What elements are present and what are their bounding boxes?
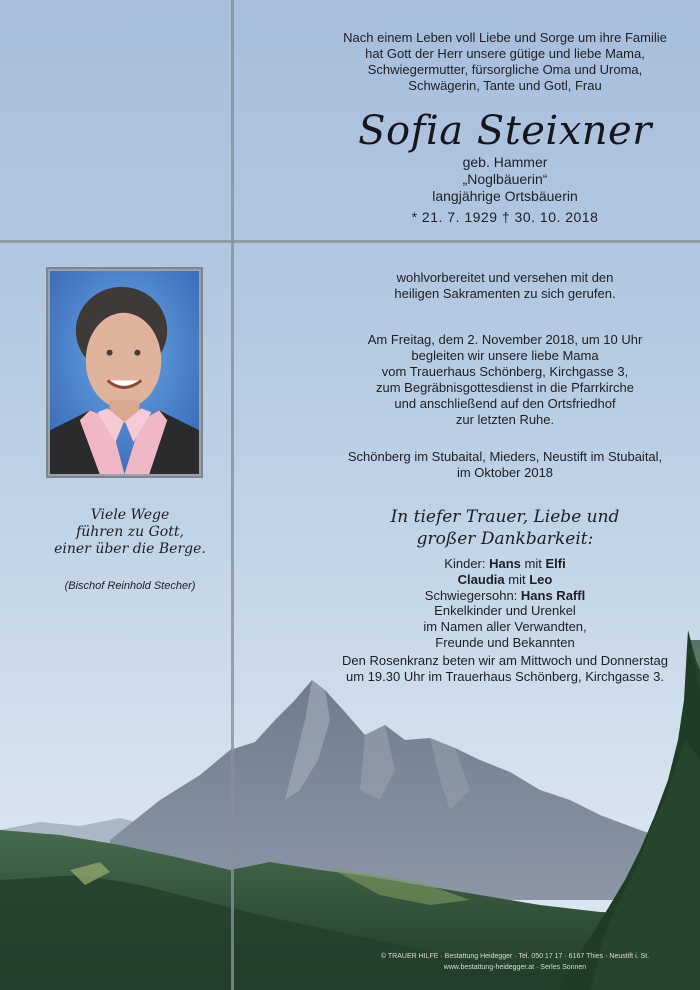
funeral-details: Am Freitag, dem 2. November 2018, um 10 Uhr begleiten wir unsere liebe Mama vom Trauerhaus Schönberg, Kirchgasse 3, zum Begräbnisgottesdienst in die Pfarrkirche und anschließend auf den Ortsfriedhof zur letzten Ruhe.: [367, 332, 643, 427]
deceased-details: [330, 154, 680, 226]
quote-author: (Bischof Reinhold Stecher): [64, 580, 196, 592]
portrait-photo-frame: [46, 267, 203, 478]
children-line-2: Claudia mit Leo: [457, 571, 553, 587]
intro-text: Nach einem Leben voll Liebe und Sorge um ihre Familie hat Gott der Herr unsere gütige und liebe Mama, Schwiegermutter, fürsorgliche Oma und Uroma, Schwägerin, Tante und Gotl, Frau: [343, 30, 667, 93]
children-line: Kinder: Hans mit Elfi: [444, 556, 566, 571]
nickname: „Noglbäuerin“: [462, 171, 548, 187]
family-list: Kinder: Hans mit Elfi Claudia mit Leo Schwiegersohn: Hans Raffl Enkelkinder und Urenkel im Namen aller Verwandten, Freunde und Bekannten: [330, 556, 680, 651]
sacraments-text: wohlvorbereitet und versehen mit den heiligen Sakramenten zu sich gerufen.: [394, 270, 616, 301]
cross-vertical-line: [231, 0, 234, 990]
son-in-law-line: Schwiegersohn: Hans Raffl: [424, 587, 586, 603]
life-dates: * 21. 7. 1929 † 30. 10. 2018: [411, 209, 599, 225]
grief-heading: In tiefer Trauer, Liebe und großer Dankbarkeit:: [390, 507, 620, 549]
rosary-text: Den Rosenkranz beten wir am Mittwoch und Donnerstag um 19.30 Uhr im Trauerhaus Schönberg, Kirchgasse 3.: [342, 653, 668, 684]
deceased-name: Sofia Steixner: [358, 108, 652, 154]
places-and-date: Schönberg im Stubaital, Mieders, Neustift im Stubaital, im Oktober 2018: [347, 449, 663, 480]
portrait-photo: [50, 271, 199, 474]
footer-imprint: © TRAUER HILFE · Bestattung Heidegger · Tel. 050 17 17 · 6167 Thies · Neustift i. St. www.bestattung-heidegger.at · Serles Sonnen: [380, 953, 650, 971]
quote: Viele Wege führen zu Gott, einer über die Berge.: [54, 507, 206, 557]
cross-horizontal-line: [0, 240, 700, 243]
role: langjährige Ortsbäuerin: [432, 188, 578, 204]
born-name: geb. Hammer: [462, 154, 548, 170]
